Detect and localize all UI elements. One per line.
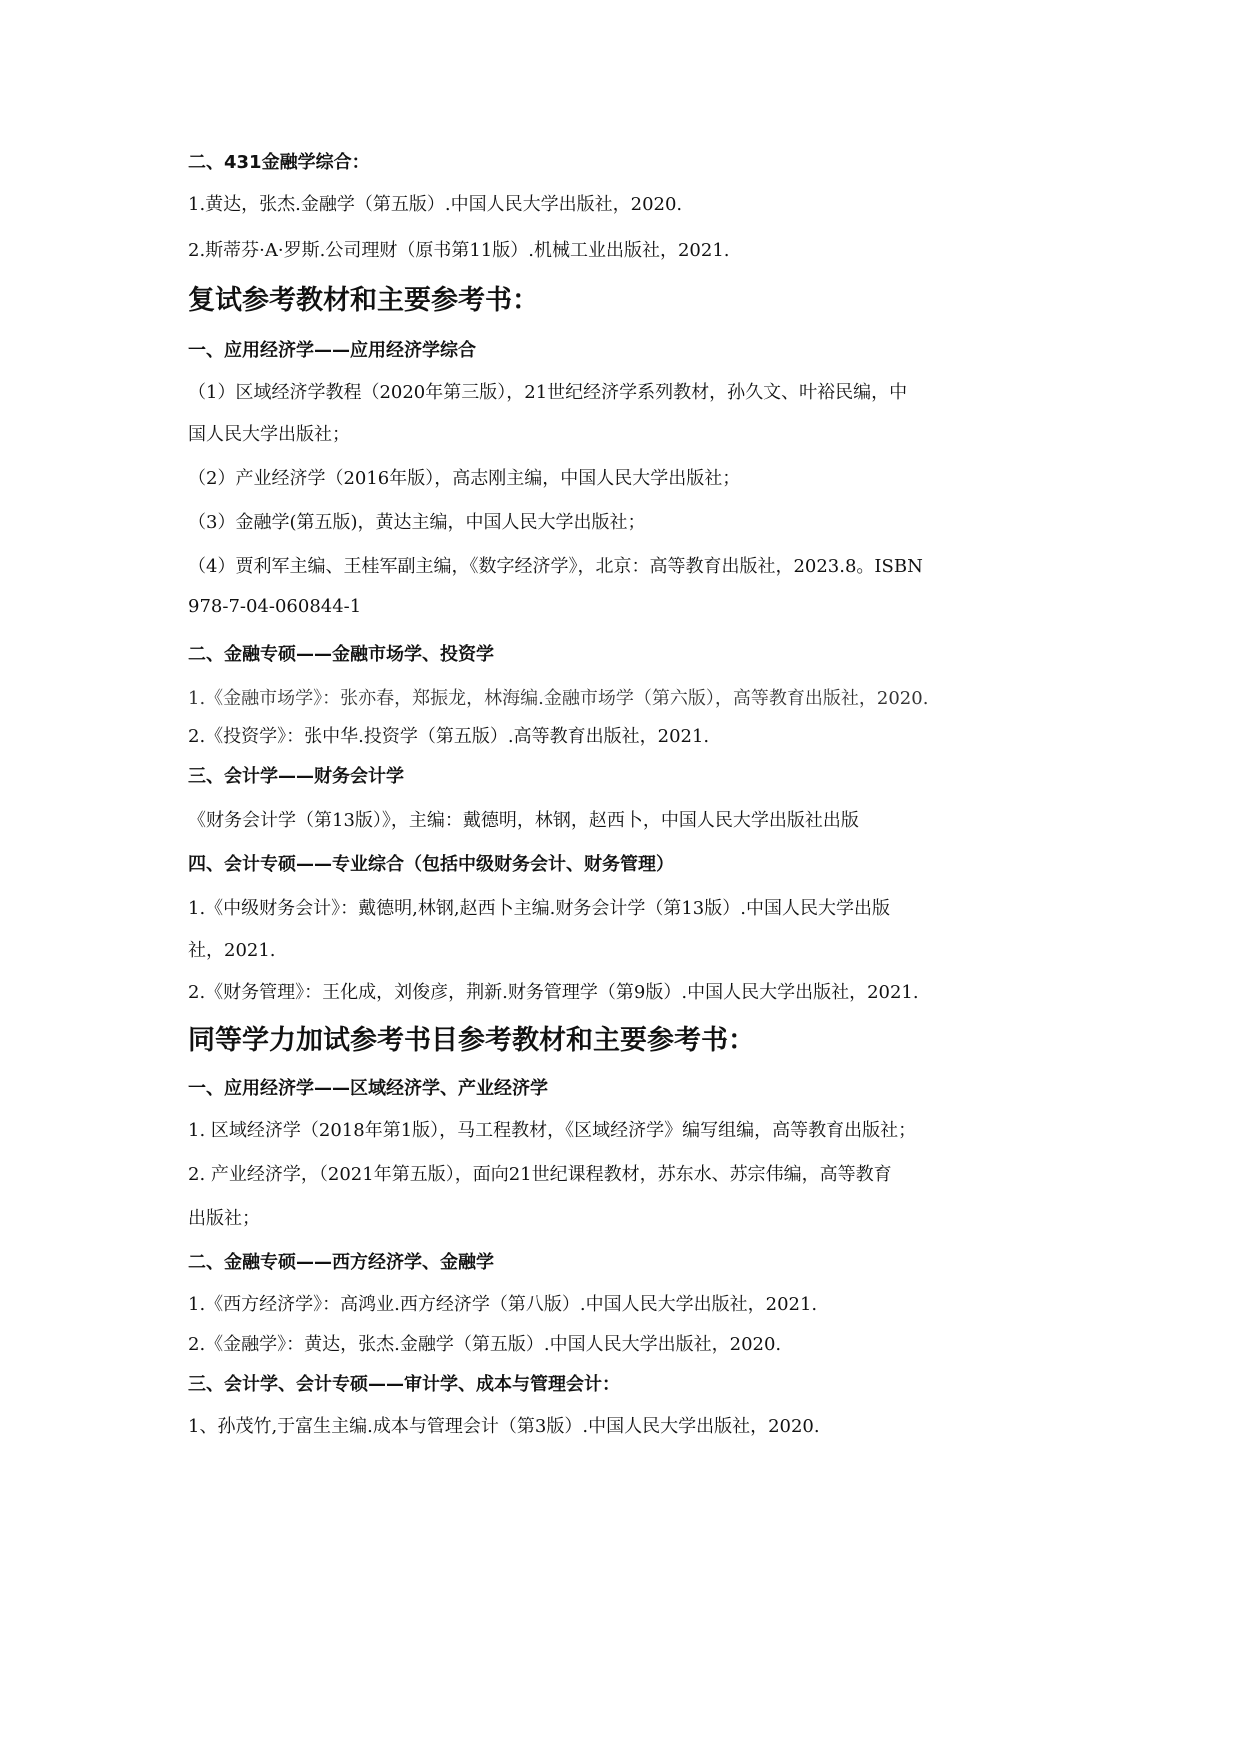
equivalent-group-heading-3: 三、会计学、会计专硕——审计学、成本与管理会计：	[188, 1374, 620, 1395]
retest-title: 复试参考教材和主要参考书：	[188, 285, 539, 316]
reference-item: 出版社；	[188, 1208, 260, 1229]
reference-item: 1. 区域经济学（2018年第1版），马工程教材，《区域经济学》编写组编，高等教育出版社；	[188, 1120, 917, 1141]
reference-item: 2.《投资学》：张中华.投资学（第五版）.高等教育出版社，2021.	[188, 726, 710, 747]
reference-item: 《财务会计学（第13版）》，主编：戴德明，林钢，赵西卜，中国人民大学出版社出版	[188, 810, 859, 831]
reference-item: 2.《财务管理》：王化成，刘俊彦，荆新.财务管理学（第9版）.中国人民大学出版社，2021.	[188, 982, 919, 1003]
reference-item: 1、孙茂竹,于富生主编.成本与管理会计（第3版）.中国人民大学出版社，2020.	[188, 1416, 820, 1437]
reference-item: 社，2021.	[188, 940, 276, 961]
reference-item: 2.《金融学》：黄达，张杰.金融学（第五版）.中国人民大学出版社，2020.	[188, 1334, 782, 1355]
reference-item: （2）产业经济学（2016年版），高志刚主编，中国人民大学出版社；	[188, 468, 741, 489]
reference-item: 2.斯蒂芬·A·罗斯.公司理财（原书第11版）.机械工业出版社，2021.	[188, 240, 730, 261]
reference-item: 1.《中级财务会计》：戴德明,林钢,赵西卜主编.财务会计学（第13版）.中国人民大学出版	[188, 898, 890, 919]
reference-item: 1.《金融市场学》：张亦春，郑振龙，林海编.金融市场学（第六版），高等教育出版社，2020.	[188, 688, 929, 709]
reference-item: 1.《西方经济学》：高鸿业.西方经济学（第八版）.中国人民大学出版社，2021.	[188, 1294, 818, 1315]
retest-group-heading-4: 四、会计专硕——专业综合（包括中级财务会计、财务管理）	[188, 854, 674, 875]
equivalent-group-heading-1: 一、应用经济学——区域经济学、产业经济学	[188, 1078, 548, 1099]
equivalent-title: 同等学力加试参考书目参考教材和主要参考书：	[188, 1025, 755, 1056]
reference-item: 1.黄达，张杰.金融学（第五版）.中国人民大学出版社，2020.	[188, 194, 683, 215]
reference-item: （1）区域经济学教程（2020年第三版），21世纪经济学系列教材，孙久文、叶裕民编，中	[188, 382, 908, 403]
retest-group-heading-1: 一、应用经济学——应用经济学综合	[188, 340, 476, 361]
equivalent-group-heading-2: 二、金融专硕——西方经济学、金融学	[188, 1252, 494, 1273]
reference-item: （4）贾利军主编、王桂军副主编，《数字经济学》，北京：高等教育出版社，2023.8。ISBN	[188, 556, 923, 577]
retest-group-heading-3: 三、会计学——财务会计学	[188, 766, 404, 787]
reference-item: 978-7-04-060844-1	[188, 596, 362, 617]
reference-item: 2. 产业经济学，（2021年第五版），面向21世纪课程教材，苏东水、苏宗伟编，高等教育	[188, 1164, 892, 1185]
reference-item: 国人民大学出版社；	[188, 424, 350, 445]
section-heading-431: 二、431金融学综合：	[188, 152, 370, 173]
retest-group-heading-2: 二、金融专硕——金融市场学、投资学	[188, 644, 494, 665]
reference-item: （3）金融学(第五版)，黄达主编，中国人民大学出版社；	[188, 512, 646, 533]
